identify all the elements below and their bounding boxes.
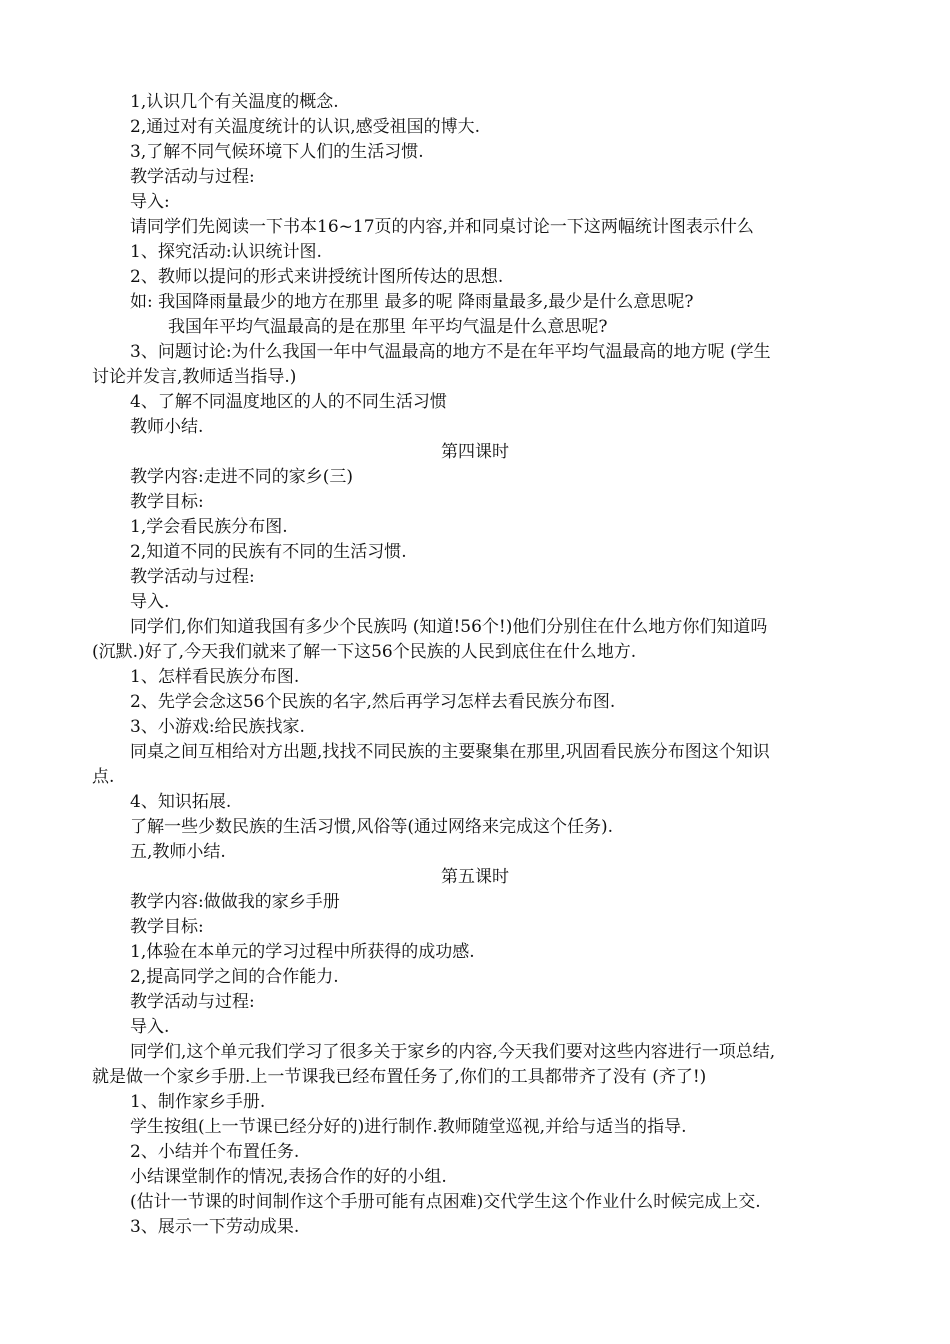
paragraph-continuation: (沉默.)好了,今天我们就来了解一下这56个民族的人民到底住在什么地方. <box>92 642 637 662</box>
step-line: 3、问题讨论:为什么我国一年中气温最高的地方不是在年平均气温最高的地方呢 (学生 <box>130 342 771 362</box>
intro-heading: 导入. <box>130 1017 170 1037</box>
paragraph-line: 了解一些少数民族的生活习惯,风俗等(通过网络来完成这个任务). <box>130 817 614 837</box>
paragraph-continuation: 就是做一个家乡手册.上一节课我已经布置任务了,你们的工具都带齐了没有 (齐了!) <box>92 1067 707 1087</box>
paragraph-continuation: 点. <box>92 767 115 787</box>
paragraph-line: 如: 我国降雨量最少的地方在那里 最多的呢 降雨量最多,最少是什么意思呢? <box>130 292 694 312</box>
activity-heading: 教学活动与过程: <box>130 567 255 587</box>
step-line: 4、知识拓展. <box>130 792 232 812</box>
objective-heading: 教学目标: <box>130 917 204 937</box>
paragraph-line: 同学们,你们知道我国有多少个民族吗 (知道!56个!)他们分别住在什么地方你们知道吗 <box>130 617 768 637</box>
paragraph-line: 同桌之间互相给对方出题,找找不同民族的主要聚集在那里,巩固看民族分布图这个知识 <box>130 742 770 762</box>
objective-line-2: 2,通过对有关温度统计的认识,感受祖国的博大. <box>130 117 481 137</box>
step-line: 3、小游戏:给民族找家. <box>130 717 305 737</box>
paragraph-line: 学生按组(上一节课已经分好的)进行制作.教师随堂巡视,并给与适当的指导. <box>130 1117 687 1137</box>
section-title-lesson-5: 第五课时 <box>441 867 509 887</box>
paragraph-line: 同学们,这个单元我们学习了很多关于家乡的内容,今天我们要对这些内容进行一项总结, <box>130 1042 776 1062</box>
section-title-lesson-4: 第四课时 <box>441 442 509 462</box>
step-line: 1、怎样看民族分布图. <box>130 667 300 687</box>
content-line: 教学内容:走进不同的家乡(三) <box>130 467 353 487</box>
intro-heading: 导入. <box>130 592 170 612</box>
content-line: 教学内容:做做我的家乡手册 <box>130 892 340 912</box>
paragraph-line: (估计一节课的时间制作这个手册可能有点困难)交代学生这个作业什么时候完成上交. <box>130 1192 761 1212</box>
objective-line: 2,知道不同的民族有不同的生活习惯. <box>130 542 407 562</box>
step-line: 2、小结并个布置任务. <box>130 1142 300 1162</box>
step-line: 2、教师以提问的形式来讲授统计图所传达的思想. <box>130 267 504 287</box>
objective-line-1: 1,认识几个有关温度的概念. <box>130 92 339 112</box>
step-line: 1、探究活动:认识统计图. <box>130 242 322 262</box>
step-line: 4、了解不同温度地区的人的不同生活习惯 <box>130 392 447 412</box>
objective-line: 1,学会看民族分布图. <box>130 517 288 537</box>
objective-line-3: 3,了解不同气候环境下人们的生活习惯. <box>130 142 424 162</box>
objective-line: 1,体验在本单元的学习过程中所获得的成功感. <box>130 942 475 962</box>
step-line: 3、展示一下劳动成果. <box>130 1217 300 1237</box>
objective-heading: 教学目标: <box>130 492 204 512</box>
summary-line: 五,教师小结. <box>130 842 226 862</box>
paragraph-line: 我国年平均气温最高的是在那里 年平均气温是什么意思呢? <box>168 317 608 337</box>
activity-heading: 教学活动与过程: <box>130 167 255 187</box>
objective-line: 2,提高同学之间的合作能力. <box>130 967 339 987</box>
step-line: 2、先学会念这56个民族的名字,然后再学习怎样去看民族分布图. <box>130 692 616 712</box>
activity-heading: 教学活动与过程: <box>130 992 255 1012</box>
intro-heading: 导入: <box>130 192 170 212</box>
paragraph-continuation: 讨论并发言,教师适当指导.) <box>92 367 297 387</box>
paragraph-line: 请同学们先阅读一下书本16~17页的内容,并和同桌讨论一下这两幅统计图表示什么 <box>130 217 754 237</box>
summary-line: 教师小结. <box>130 417 204 437</box>
paragraph-line: 小结课堂制作的情况,表扬合作的好的小组. <box>130 1167 447 1187</box>
step-line: 1、制作家乡手册. <box>130 1092 266 1112</box>
